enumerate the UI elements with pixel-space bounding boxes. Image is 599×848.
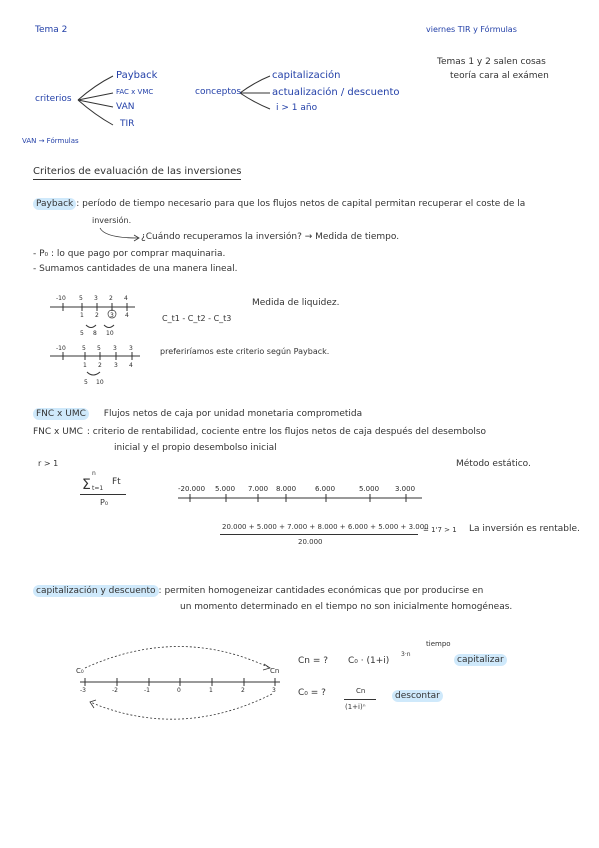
cap-highlight: capitalización y descuento [33, 585, 159, 597]
cap-definition: : permiten homogeneizar cantidades económicas que por producirse en [158, 586, 484, 596]
tl2-idx-3: 3 [114, 362, 118, 369]
tl1-idx-2: 2 [95, 312, 99, 319]
section-title: Criterios de evaluación de las inversiones [33, 167, 241, 180]
tl1-flow-1: 5 [79, 295, 83, 302]
tick-m3: -3 [80, 687, 86, 694]
payback-formula: C_t1 - C_t2 - C_t3 [162, 314, 232, 323]
mindmap-root: criterios [35, 94, 72, 104]
tick-1: 1 [209, 687, 213, 694]
tl2-flow-3: 3 [113, 345, 117, 352]
flow-0: -20.000 [178, 485, 206, 493]
payback-preference: preferiríamos este criterio según Payback. [160, 347, 330, 356]
fnc-label-2: FNC x UMC [33, 427, 83, 437]
tl2-flow-0: -10 [56, 345, 66, 352]
tl1-idx-1: 1 [80, 312, 84, 319]
sum-denominator: P₀ [100, 498, 109, 507]
discount-question: C₀ = ? [298, 688, 326, 698]
tl2-flow-2: 5 [97, 345, 101, 352]
payback-bullet-1: - P₀ : lo que pago por comprar maquinaria. [33, 249, 226, 259]
tick-m2: -2 [112, 687, 118, 694]
payback-highlight: Payback [33, 198, 76, 210]
branch-tir: TIR [120, 119, 135, 129]
payback-definition: : período de tiempo necesario para que los flujos netos de capital permitan recuperar el coste de la [76, 199, 526, 209]
payback-question: ¿Cuándo recuperamos la inversión? → Medida de tiempo. [141, 232, 400, 242]
discount-denominator: (1+i)ⁿ [345, 703, 366, 711]
concept-actualizacion: actualización / descuento [272, 87, 400, 98]
liquidity-note: Medida de liquidez. [252, 298, 340, 308]
branch-fac-vmc: FAC x VMC [116, 88, 154, 96]
sum-symbol: Σ [82, 477, 91, 493]
cap-definition-cont: un momento determinado en el tiempo no son inicialmente homogéneas. [180, 602, 513, 612]
tl1-flow-0: -10 [56, 295, 66, 302]
flow-1: 5.000 [215, 485, 236, 493]
flow-3: 8.000 [276, 485, 297, 493]
tl2-cum-1: 5 [84, 379, 88, 386]
capitalize-exponent: 3·n [401, 651, 411, 658]
tick-2: 2 [241, 687, 245, 694]
tl1-idx-4: 4 [125, 312, 129, 319]
capitalize-formula: C₀ · (1+i) [348, 656, 390, 666]
topic-title: Tema 2 [35, 25, 68, 35]
fnc-highlight: FNC x UMC [33, 408, 89, 420]
calc-result: = 1'7 > 1 [423, 526, 457, 534]
tl1-cum-1: 5 [80, 330, 84, 337]
flow-4: 6.000 [315, 485, 336, 493]
branch-van: VAN [116, 102, 135, 112]
tiempo-label: tiempo [426, 640, 451, 648]
rentable-conclusion: La inversión es rentable. [469, 524, 580, 534]
discount-tag [392, 692, 443, 701]
tick-m1: -1 [144, 687, 150, 694]
capitalize-tag [454, 656, 507, 665]
concept-interest: i > 1 año [276, 103, 318, 113]
concepts-root: conceptos [195, 87, 242, 97]
sum-index: t=1 [92, 485, 104, 492]
fnc-criterion: : criterio de rentabilidad, cociente entre los flujos netos de caja después del desembolso [86, 427, 487, 437]
fnc-criterion-cont: inicial y el propio desembolso inicial [114, 443, 277, 453]
tl1-flow-4: 4 [124, 295, 128, 302]
capitalize-question: Cn = ? [298, 656, 329, 666]
date-note: viernes TIR y Fórmulas [426, 25, 517, 34]
tl2-flow-4: 3 [129, 345, 133, 352]
tl2-cum-2: 10 [96, 379, 104, 386]
discount-fraction-bar [344, 699, 376, 700]
discount-tag-text: descontar [392, 690, 443, 702]
flow-2: 7.000 [248, 485, 269, 493]
fnc-description: Flujos netos de caja por unidad monetaria comprometida [103, 409, 363, 419]
exam-note-line2: teoría cara al exámen [450, 71, 549, 81]
tl2-flow-1: 5 [82, 345, 86, 352]
van-note: VAN → Fórmulas [22, 137, 79, 145]
tick-0: 0 [177, 687, 181, 694]
tl2-idx-1: 1 [83, 362, 87, 369]
capitalize-tag-text: capitalizar [454, 654, 507, 666]
c0-label: C₀ [76, 667, 84, 675]
tl2-idx-4: 4 [129, 362, 133, 369]
calc-numerator: 20.000 + 5.000 + 7.000 + 8.000 + 6.000 + 5.000 + 3.000 [222, 523, 429, 531]
ratio-condition: r > 1 [38, 459, 59, 468]
discount-numerator: Cn [356, 687, 366, 695]
tl1-flow-2: 3 [94, 295, 98, 302]
tl1-cum-3: 10 [106, 330, 114, 337]
payback-bullet-2: - Sumamos cantidades de una manera lineal. [33, 264, 238, 274]
tl1-idx-3: 3 [110, 312, 114, 319]
payback-definition-cont: inversión. [92, 216, 132, 225]
static-method: Método estático. [456, 459, 531, 469]
flow-5: 5.000 [359, 485, 380, 493]
tl1-flow-3: 2 [109, 295, 113, 302]
flow-6: 3.000 [395, 485, 416, 493]
tl1-cum-2: 8 [93, 330, 97, 337]
concept-capitalizacion: capitalización [272, 70, 341, 81]
tl2-idx-2: 2 [98, 362, 102, 369]
calc-denominator: 20.000 [298, 538, 323, 546]
cn-label: Cn [270, 667, 280, 675]
branch-payback: Payback [116, 70, 158, 81]
tick-3: 3 [272, 687, 276, 694]
sum-upper: n [92, 470, 96, 477]
sum-ft: Ft [112, 477, 121, 487]
exam-note-line1: Temas 1 y 2 salen cosas [437, 57, 546, 67]
